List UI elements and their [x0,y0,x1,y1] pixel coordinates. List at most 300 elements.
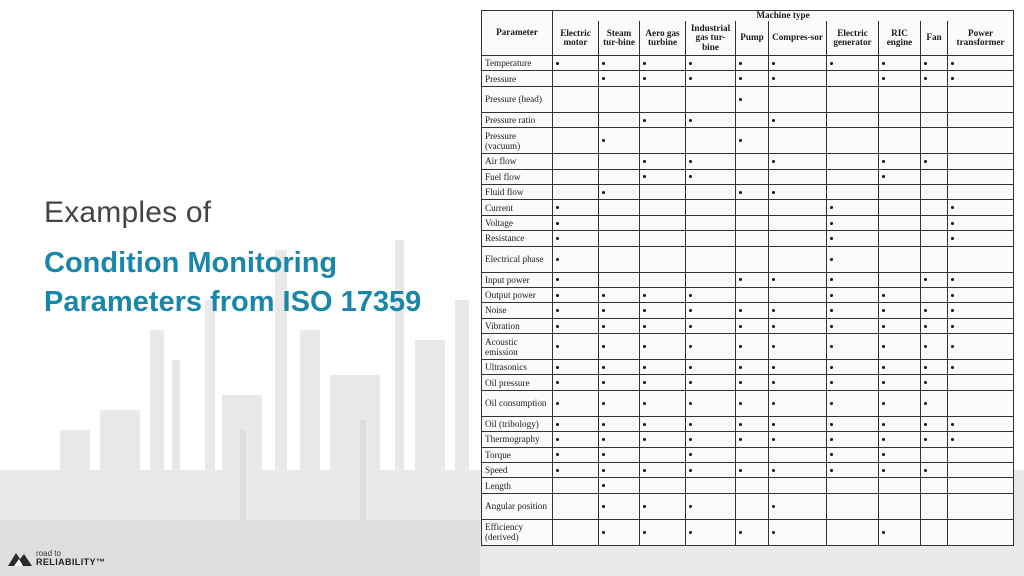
cell-st [599,184,640,199]
parameters-table [481,10,1014,546]
column-header-ric: RIC engine [879,21,921,56]
cell-ig [686,128,736,154]
cell-ig [686,184,736,199]
cell-co [769,200,827,215]
cell-ag [640,200,686,215]
cell-em [553,303,599,318]
bullet-marker-icon [772,531,775,534]
cell-fan [921,334,948,360]
cell-em [553,154,599,169]
bullet-marker-icon [830,469,833,472]
cell-st [599,86,640,112]
cell-fan [921,287,948,302]
cell-co [769,416,827,431]
cell-ag [640,272,686,287]
cell-ig [686,231,736,246]
bullet-marker-icon [951,309,954,312]
row-label: Torque [482,447,553,462]
bullet-marker-icon [556,62,559,65]
title-main: Condition Monitoring Parameters from ISO 17359 [44,247,422,318]
cell-pt [948,360,1014,375]
bullet-marker-icon [772,77,775,80]
bullet-marker-icon [739,402,742,405]
cell-pt [948,86,1014,112]
cell-pu [736,56,769,71]
cell-pu [736,154,769,169]
bullet-marker-icon [556,206,559,209]
cell-pu [736,303,769,318]
cell-ric [879,86,921,112]
cell-ag [640,375,686,390]
bullet-marker-icon [689,345,692,348]
cell-ag [640,56,686,71]
bullet-marker-icon [951,62,954,65]
cell-pt [948,287,1014,302]
cell-fan [921,390,948,416]
cell-pu [736,493,769,519]
row-label: Length [482,478,553,493]
cell-ig [686,112,736,127]
cell-pu [736,71,769,86]
cell-ric [879,154,921,169]
cell-fan [921,112,948,127]
bullet-marker-icon [689,453,692,456]
cell-em [553,71,599,86]
cell-em [553,128,599,154]
cell-co [769,287,827,302]
column-header-ag: Aero gas turbine [640,21,686,56]
cell-ric [879,447,921,462]
cell-ig [686,360,736,375]
bullet-marker-icon [556,366,559,369]
cell-pu [736,272,769,287]
cell-co [769,154,827,169]
cell-ag [640,303,686,318]
cell-eg [827,375,879,390]
bullet-marker-icon [602,438,605,441]
bullet-marker-icon [882,531,885,534]
bullet-marker-icon [830,237,833,240]
cell-co [769,86,827,112]
table-row [482,200,1014,215]
bullet-marker-icon [689,423,692,426]
cell-fan [921,463,948,478]
table-row [482,493,1014,519]
column-header-st: Steam tur-bine [599,21,640,56]
cell-st [599,128,640,154]
cell-eg [827,215,879,230]
cell-pu [736,231,769,246]
cell-eg [827,360,879,375]
row-label: Speed [482,463,553,478]
cell-pu [736,200,769,215]
cell-ric [879,231,921,246]
cell-co [769,184,827,199]
cell-ric [879,272,921,287]
bullet-marker-icon [556,469,559,472]
cell-em [553,56,599,71]
table-row [482,432,1014,447]
bullet-marker-icon [689,402,692,405]
bullet-marker-icon [643,160,646,163]
cell-fan [921,56,948,71]
cell-pt [948,463,1014,478]
cell-pt [948,200,1014,215]
cell-pt [948,128,1014,154]
bullet-marker-icon [772,325,775,328]
row-label: Ultrasonics [482,360,553,375]
bullet-marker-icon [602,62,605,65]
bullet-marker-icon [643,469,646,472]
cell-st [599,493,640,519]
bullet-marker-icon [924,423,927,426]
cell-eg [827,318,879,333]
cell-em [553,447,599,462]
cell-ig [686,246,736,272]
bullet-marker-icon [602,294,605,297]
bullet-marker-icon [689,77,692,80]
cell-pu [736,169,769,184]
bullet-marker-icon [556,278,559,281]
cell-co [769,303,827,318]
cell-pt [948,447,1014,462]
cell-ag [640,184,686,199]
cell-st [599,231,640,246]
cell-eg [827,231,879,246]
bullet-marker-icon [830,206,833,209]
bullet-marker-icon [924,160,927,163]
table-row [482,390,1014,416]
bullet-marker-icon [830,294,833,297]
table-row [482,416,1014,431]
cell-co [769,334,827,360]
cell-em [553,287,599,302]
bullet-marker-icon [602,505,605,508]
cell-ric [879,463,921,478]
table-row [482,478,1014,493]
bullet-marker-icon [602,325,605,328]
cell-pt [948,71,1014,86]
cell-pu [736,86,769,112]
row-label: Oil (tribology) [482,416,553,431]
cell-ig [686,493,736,519]
bullet-marker-icon [924,77,927,80]
cell-ig [686,416,736,431]
cell-ig [686,56,736,71]
cell-pu [736,112,769,127]
bullet-marker-icon [924,381,927,384]
cell-em [553,463,599,478]
table-row [482,86,1014,112]
bullet-marker-icon [772,309,775,312]
bullet-marker-icon [739,345,742,348]
cell-ric [879,432,921,447]
cell-ag [640,390,686,416]
cell-co [769,231,827,246]
cell-ric [879,318,921,333]
bullet-marker-icon [556,402,559,405]
cell-ric [879,128,921,154]
table-row [482,519,1014,545]
cell-co [769,246,827,272]
row-label: Vibration [482,318,553,333]
cell-eg [827,303,879,318]
bullet-marker-icon [882,381,885,384]
cell-em [553,334,599,360]
bullet-marker-icon [924,438,927,441]
bullet-marker-icon [643,366,646,369]
row-label: Fuel flow [482,169,553,184]
parameter-header: Parameter [482,11,553,56]
cell-fan [921,231,948,246]
bullet-marker-icon [830,309,833,312]
bullet-marker-icon [739,278,742,281]
cell-st [599,390,640,416]
table-row [482,184,1014,199]
bullet-marker-icon [772,62,775,65]
cell-st [599,246,640,272]
bullet-marker-icon [602,345,605,348]
cell-pu [736,334,769,360]
cell-eg [827,519,879,545]
bullet-marker-icon [772,469,775,472]
cell-pu [736,287,769,302]
cell-ag [640,463,686,478]
cell-pu [736,318,769,333]
bullet-marker-icon [951,278,954,281]
bullet-marker-icon [924,309,927,312]
bullet-marker-icon [556,258,559,261]
table-row [482,112,1014,127]
cell-pu [736,432,769,447]
cell-ag [640,154,686,169]
bullet-marker-icon [556,309,559,312]
cell-eg [827,447,879,462]
bullet-marker-icon [602,309,605,312]
cell-ag [640,432,686,447]
row-label: Pressure (head) [482,86,553,112]
cell-ric [879,112,921,127]
cell-ag [640,447,686,462]
bullet-marker-icon [643,62,646,65]
cell-fan [921,375,948,390]
cell-ric [879,390,921,416]
cell-pt [948,169,1014,184]
cell-st [599,360,640,375]
machine-type-header: Machine type [553,11,1014,22]
bullet-marker-icon [602,531,605,534]
cell-fan [921,432,948,447]
cell-co [769,215,827,230]
bullet-marker-icon [689,294,692,297]
slide-title [44,196,464,322]
cell-ig [686,215,736,230]
row-label: Fluid flow [482,184,553,199]
cell-eg [827,184,879,199]
bullet-marker-icon [882,366,885,369]
cell-eg [827,272,879,287]
iso-17359-table [481,10,1013,546]
cell-ag [640,334,686,360]
cell-em [553,318,599,333]
bullet-marker-icon [772,345,775,348]
cell-ric [879,303,921,318]
cell-pt [948,334,1014,360]
table-row [482,215,1014,230]
bullet-marker-icon [602,423,605,426]
bullet-marker-icon [830,345,833,348]
bullet-marker-icon [643,423,646,426]
bullet-marker-icon [739,98,742,101]
bullet-marker-icon [772,402,775,405]
cell-fan [921,154,948,169]
cell-pt [948,112,1014,127]
column-header-ig: Industrial gas tur-bine [686,21,736,56]
cell-co [769,390,827,416]
cell-st [599,463,640,478]
cell-eg [827,287,879,302]
bullet-marker-icon [689,309,692,312]
cell-pu [736,184,769,199]
cell-ag [640,71,686,86]
cell-pu [736,447,769,462]
bullet-marker-icon [602,469,605,472]
cell-ig [686,169,736,184]
cell-eg [827,416,879,431]
cell-ric [879,519,921,545]
cell-em [553,416,599,431]
bullet-marker-icon [739,381,742,384]
table-row [482,246,1014,272]
bullet-marker-icon [924,402,927,405]
cell-fan [921,215,948,230]
cell-fan [921,318,948,333]
cell-ag [640,246,686,272]
cell-pu [736,128,769,154]
cell-pt [948,390,1014,416]
bullet-marker-icon [882,294,885,297]
cell-fan [921,272,948,287]
cell-ag [640,287,686,302]
cell-ig [686,154,736,169]
table-row [482,334,1014,360]
cell-ric [879,287,921,302]
cell-ig [686,318,736,333]
cell-pt [948,519,1014,545]
cell-em [553,246,599,272]
cell-em [553,272,599,287]
cell-st [599,432,640,447]
bullet-marker-icon [689,438,692,441]
cell-ag [640,416,686,431]
cell-fan [921,416,948,431]
cell-st [599,215,640,230]
cell-st [599,272,640,287]
bullet-marker-icon [643,175,646,178]
table-row [482,318,1014,333]
cell-st [599,334,640,360]
bullet-marker-icon [689,531,692,534]
cell-st [599,154,640,169]
table-row [482,154,1014,169]
bullet-marker-icon [830,366,833,369]
bullet-marker-icon [689,160,692,163]
bullet-marker-icon [556,325,559,328]
cell-ric [879,493,921,519]
bullet-marker-icon [830,423,833,426]
cell-fan [921,184,948,199]
cell-ag [640,169,686,184]
cell-ag [640,128,686,154]
cell-ag [640,215,686,230]
table-row [482,287,1014,302]
cell-ric [879,56,921,71]
bullet-marker-icon [602,191,605,194]
cell-eg [827,56,879,71]
cell-pt [948,416,1014,431]
cell-ag [640,519,686,545]
cell-em [553,200,599,215]
bullet-marker-icon [882,438,885,441]
cell-ig [686,478,736,493]
cell-ric [879,360,921,375]
cell-pu [736,390,769,416]
cell-fan [921,303,948,318]
bullet-marker-icon [951,294,954,297]
cell-co [769,447,827,462]
cell-ag [640,231,686,246]
bullet-marker-icon [924,366,927,369]
bullet-marker-icon [882,309,885,312]
table-row [482,272,1014,287]
bullet-marker-icon [602,402,605,405]
cell-ig [686,519,736,545]
cell-eg [827,112,879,127]
cell-co [769,112,827,127]
cell-eg [827,432,879,447]
cell-ag [640,493,686,519]
cell-fan [921,360,948,375]
bullet-marker-icon [602,381,605,384]
row-label: Noise [482,303,553,318]
column-header-co: Compres-sor [769,21,827,56]
cell-st [599,71,640,86]
cell-co [769,169,827,184]
cell-eg [827,128,879,154]
cell-em [553,478,599,493]
bullet-marker-icon [951,438,954,441]
cell-fan [921,128,948,154]
cell-fan [921,200,948,215]
cell-ric [879,71,921,86]
bullet-marker-icon [556,381,559,384]
cell-fan [921,493,948,519]
bullet-marker-icon [556,423,559,426]
cell-st [599,169,640,184]
bullet-marker-icon [643,505,646,508]
table-row [482,128,1014,154]
cell-pt [948,231,1014,246]
row-label: Oil consumption [482,390,553,416]
table-row [482,303,1014,318]
cell-eg [827,390,879,416]
bullet-marker-icon [739,531,742,534]
bullet-marker-icon [689,366,692,369]
bullet-marker-icon [882,77,885,80]
bullet-marker-icon [830,402,833,405]
cell-st [599,447,640,462]
cell-fan [921,169,948,184]
